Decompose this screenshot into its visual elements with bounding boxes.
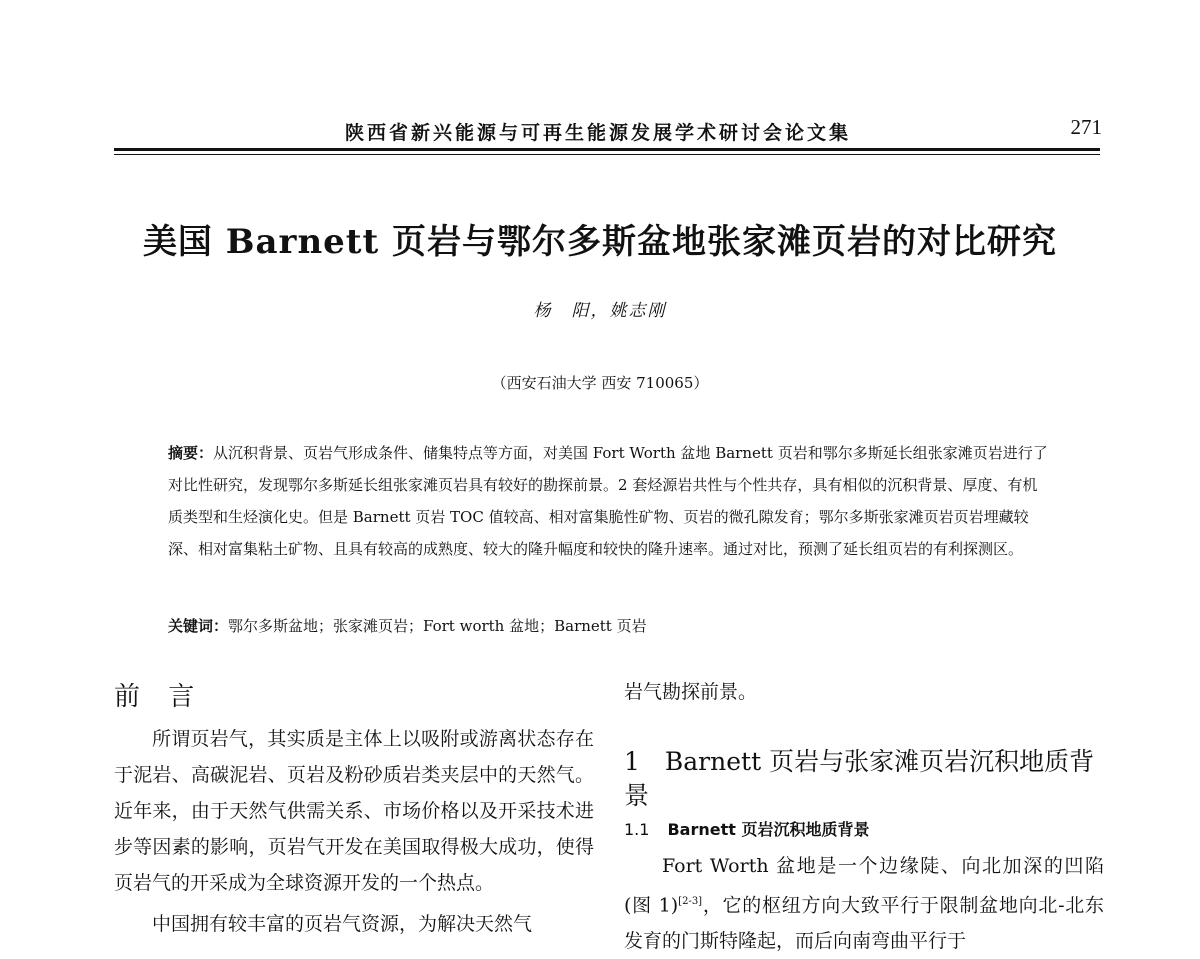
paragraph-after-ref: ，它的枢纽方向大致平行于限制盆地向北-北东发育的门斯特隆起，而后向南弯曲平行于 — [624, 894, 1104, 953]
abstract-label: 摘要： — [168, 444, 214, 462]
subsection-1-1-heading — [624, 817, 1104, 840]
paper-title: 美国 Barnett 页岩与鄂尔多斯盆地张家滩页岩的对比研究 — [142, 222, 1058, 262]
continuation-text: 岩气勘探前景。 — [624, 681, 758, 703]
intro-paragraph-1: 所谓页岩气，其实质是主体上以吸附或游离状态存在于泥岩、高碳泥岩、页岩及粉砂质岩类夹层中的天然气。近年来，由于天然气供需关系、市场价格以及开采技术进步等因素的影响，页岩气开发在美国取得极大成功，使得页岩气的开采成为全球资源开发的一个热点。 — [114, 728, 594, 894]
keywords-text: 鄂尔多斯盆地；张家滩页岩；Fort worth 盆地；Barnett 页岩 — [228, 617, 647, 635]
page-number: 271 — [1070, 115, 1102, 139]
abstract-text: 从沉积背景、页岩气形成条件、储集特点等方面，对美国 Fort Worth 盆地 Barnett 页岩和鄂尔多斯延长组张家滩页岩进行了对比性研究，发现鄂尔多斯延长组张家滩页岩具有较好的勘探前景。2 套烃源岩共性与个性共存，具有相似的沉积背景、厚度、有机质类型和生烃演化史。但是 Barnett 页岩 TOC 值较高、相对富集脆性矿物、页岩的微孔隙发育；鄂尔多斯张家滩页岩页岩埋藏较深、相对富集粘土矿物、且具有较高的成熟度、较大的隆升幅度和较快的隆升速率。通过对比，预测了延长组页岩的有利探测区。 — [168, 444, 1048, 558]
running-head: 陕西省新兴能源与可再生能源发展学术研讨会论文集 — [345, 122, 852, 144]
authors: 杨 阳，姚志刚 — [533, 301, 667, 321]
intro-heading: 前 言 — [114, 682, 205, 712]
subsection-title: Barnett 页岩沉积地质背景 — [667, 820, 870, 839]
intro-paragraph-2: 中国拥有较丰富的页岩气资源，为解决天然气 — [152, 913, 533, 935]
keywords — [168, 610, 1048, 642]
affiliation: （西安石油大学 西安 710065） — [491, 374, 709, 392]
keywords-label: 关键词： — [168, 617, 229, 635]
header-rule-thick — [114, 148, 1100, 151]
right-column — [624, 672, 1104, 959]
left-column — [114, 672, 594, 942]
subsection-number: 1.1 — [624, 820, 650, 839]
abstract — [168, 437, 1048, 565]
section-1-1-paragraph — [624, 848, 1104, 959]
section-1-heading: 1 Barnett 页岩与张家滩页岩沉积地质背景 — [624, 747, 1095, 810]
paragraph-before-ref: Fort Worth 盆地是一个边缘陡、向北加深的凹陷 (图 1) — [624, 855, 1104, 917]
header-rule-thin — [114, 154, 1100, 155]
citation-ref[interactable]: [2-3] — [678, 896, 703, 907]
